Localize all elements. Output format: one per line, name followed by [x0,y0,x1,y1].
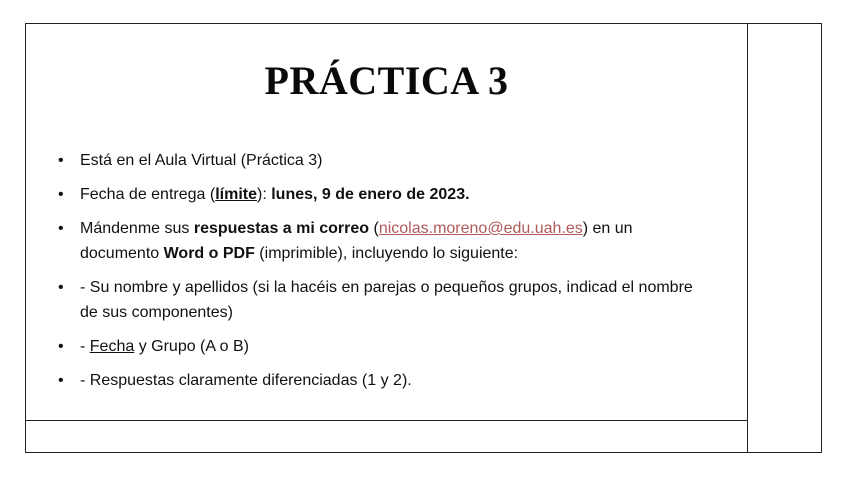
limit-label: límite [215,186,257,203]
item-text: - Su nombre y apellidos (si la hacéis en parejas o pequeños grupos, indicad el nombre de sus componentes) [80,279,693,321]
fecha-label: Fecha [89,338,135,355]
emphasis-text: Word o PDF [163,245,255,262]
bullet-icon: • [58,338,64,355]
list-item [55,368,715,393]
bullet-icon: • [58,152,64,169]
list-item [55,334,715,359]
email-link[interactable]: nicolas.moreno@edu.uah.es [378,220,583,237]
item-text: - Respuestas claramente diferenciadas (1 y 2). [80,372,412,389]
bullet-list [55,148,715,402]
item-text: Mándenme sus [80,220,194,237]
list-item [55,275,715,325]
item-text: y Grupo (A o B) [134,338,249,355]
item-text: Fecha de entrega ( [80,186,216,203]
list-item [55,182,715,207]
item-text: (imprimible), incluyendo lo siguiente: [254,245,519,262]
list-item [55,148,715,173]
item-text: ) en un documento [80,220,633,262]
due-date: lunes, 9 de enero de 2023. [271,186,470,203]
emphasis-text: respuestas a mi correo [193,220,370,237]
item-text: ): [257,186,272,203]
bullet-icon: • [58,279,64,296]
bullet-icon: • [58,220,64,237]
item-text: Está en el Aula Virtual (Práctica 3) [80,152,323,169]
horizontal-divider [25,420,748,421]
slide-title: PRÁCTICA 3 [264,58,509,103]
list-item [55,216,715,266]
bullet-icon: • [58,186,64,203]
item-text: - [80,338,90,355]
item-text: ( [369,220,379,237]
bullet-icon: • [58,372,64,389]
